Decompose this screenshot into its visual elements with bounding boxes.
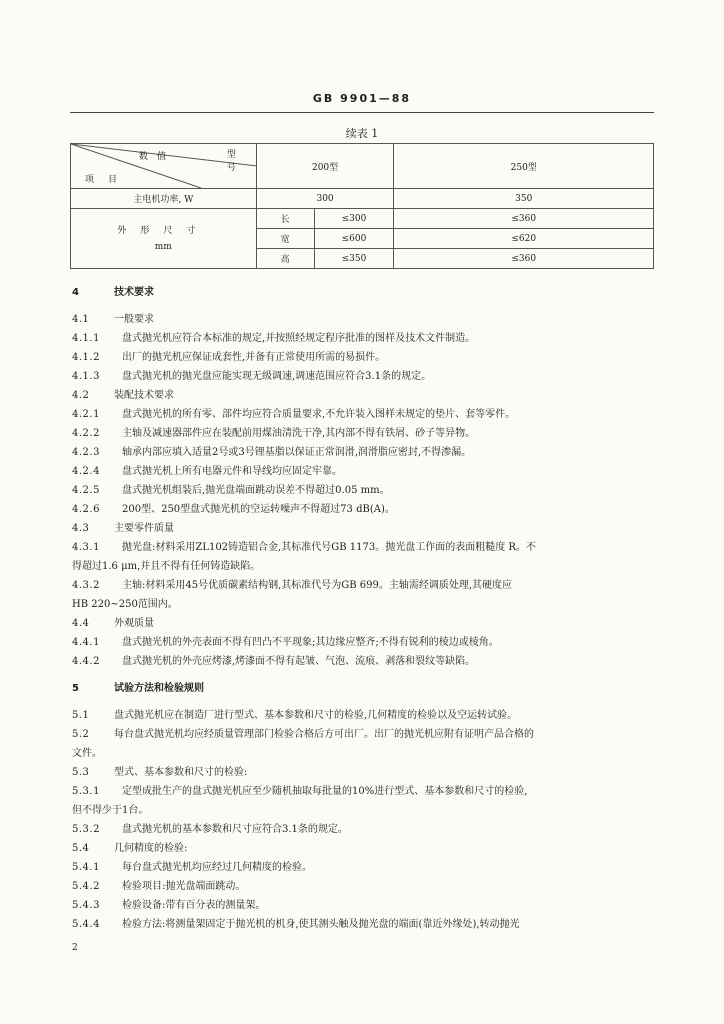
clause-number: 4.1.2 bbox=[72, 352, 100, 363]
table-title: 续表 1 bbox=[345, 127, 379, 140]
clause-number: 5.4.2 bbox=[72, 881, 100, 892]
motor-power-label: 主电机功率, W bbox=[71, 189, 257, 209]
clause-5-3 bbox=[72, 763, 656, 782]
clause-number: 4.2.5 bbox=[72, 485, 100, 496]
clause-number: 4.2.6 bbox=[72, 504, 100, 515]
clause-text: 盘式抛光机的所有零、部件均应符合质量要求,不允许装入图样未规定的垫片、套等零件。 bbox=[122, 409, 516, 420]
dim-length-200: ≤300 bbox=[314, 209, 394, 229]
clause-text: 盘式抛光机应在制造厂进行型式、基本参数和尺寸的检验,几何精度的检验以及空运转试验。 bbox=[114, 710, 518, 721]
clause-text: 盘式抛光机的外壳应烤漆,烤漆面不得有起皱、气泡、流痕、剥落和裂纹等缺陷。 bbox=[122, 656, 476, 667]
diagonal-header-cell bbox=[71, 144, 257, 189]
spec-table bbox=[70, 143, 654, 269]
section-number: 5 bbox=[72, 683, 80, 694]
clause-text: 外观质量 bbox=[114, 618, 154, 629]
standard-code-header: GB 9901—88 bbox=[312, 92, 412, 105]
clause-number: 4.4 bbox=[72, 618, 90, 629]
clause-text: 盘式抛光机的抛光盘应能实现无级调速,调速范围应符合3.1条的规定。 bbox=[122, 371, 432, 382]
clause-text: 盘式抛光机组装后,抛光盘端面跳动误差不得超过0.05 mm。 bbox=[122, 485, 390, 496]
clause-number: 5.3.1 bbox=[72, 786, 100, 797]
clause-number: 4.2.1 bbox=[72, 409, 100, 420]
clause-text: 主要零件质量 bbox=[114, 523, 174, 534]
dim-width-250: ≤620 bbox=[394, 229, 654, 249]
clause-number: 5.1 bbox=[72, 710, 90, 721]
clause-number: 4.1.1 bbox=[72, 333, 100, 344]
clause-4-1-2 bbox=[72, 348, 656, 367]
clause-4-3-1 bbox=[72, 538, 656, 557]
clause-number: 4.3.1 bbox=[72, 542, 100, 553]
clause-number: 4.2.3 bbox=[72, 447, 100, 458]
clause-number: 5.4.1 bbox=[72, 862, 100, 873]
dimensions-unit: mm bbox=[154, 241, 172, 252]
clause-4-2-1 bbox=[72, 405, 656, 424]
dim-height-name: 高 bbox=[256, 249, 314, 269]
clause-5-1 bbox=[72, 706, 656, 725]
motor-power-row bbox=[71, 189, 654, 209]
body-text bbox=[72, 283, 656, 934]
clause-text: 装配技术要求 bbox=[114, 390, 174, 401]
clause-text: 盘式抛光机上所有电器元件和导线均应固定牢靠。 bbox=[122, 466, 342, 477]
clause-4-3-2-cont bbox=[72, 595, 656, 614]
clause-5-3-1 bbox=[72, 782, 656, 801]
clause-4-2-6 bbox=[72, 500, 656, 519]
clause-number: 4.4.1 bbox=[72, 637, 100, 648]
clause-text: 出厂的抛光机应保证成套性,并备有正常使用所需的易损件。 bbox=[122, 352, 386, 363]
clause-4-3-1-cont bbox=[72, 557, 656, 576]
dim-width-200: ≤600 bbox=[314, 229, 394, 249]
section-number: 4 bbox=[72, 287, 80, 298]
clause-4-4-1 bbox=[72, 633, 656, 652]
clause-text: 检验方法:将测量架固定于抛光机的机身,使其测头触及抛光盘的端面(靠近外缘处),转动抛光 bbox=[122, 919, 520, 930]
clause-number: 5.3.2 bbox=[72, 824, 100, 835]
clause-number: 5.4.4 bbox=[72, 919, 100, 930]
clause-text: 几何精度的检验: bbox=[114, 843, 188, 854]
clause-text: 每台盘式抛光机均应经过几何精度的检验。 bbox=[122, 862, 312, 873]
clause-4-1 bbox=[72, 310, 656, 329]
clause-5-4-1 bbox=[72, 858, 656, 877]
clause-5-3-1-cont bbox=[72, 801, 656, 820]
dimension-row-length bbox=[71, 209, 654, 229]
model-200-header: 200型 bbox=[256, 144, 394, 189]
clause-number: 4.3 bbox=[72, 523, 90, 534]
clause-text: 一般要求 bbox=[114, 314, 154, 325]
section-title: 试验方法和检验规则 bbox=[114, 683, 204, 694]
clause-4-3-2 bbox=[72, 576, 656, 595]
clause-4-2-5 bbox=[72, 481, 656, 500]
clause-4-4-2 bbox=[72, 652, 656, 671]
clause-text-continued: 文件。 bbox=[72, 748, 102, 759]
clause-number: 4.2.4 bbox=[72, 466, 100, 477]
clause-number: 4.2.2 bbox=[72, 428, 100, 439]
clause-text: 检验项目:抛光盘端面跳动。 bbox=[122, 881, 246, 892]
clause-number: 5.2 bbox=[72, 729, 90, 740]
header-rule bbox=[70, 112, 654, 113]
page-number: 2 bbox=[72, 943, 78, 953]
clause-5-4 bbox=[72, 839, 656, 858]
clause-text: 抛光盘:材料采用ZL102铸造铝合金,其标准代号GB 1173。抛光盘工作面的表面粗糙度 R。不 bbox=[122, 542, 536, 553]
clause-5-2 bbox=[72, 725, 656, 744]
clause-4-2 bbox=[72, 386, 656, 405]
clause-text-continued: 得超过1.6 μm,并且不得有任何铸造缺陷。 bbox=[72, 561, 261, 572]
motor-power-200: 300 bbox=[256, 189, 394, 209]
dim-length-250: ≤360 bbox=[394, 209, 654, 229]
dim-height-250: ≤360 bbox=[394, 249, 654, 269]
model-250-header: 250型 bbox=[394, 144, 654, 189]
clause-4-4 bbox=[72, 614, 656, 633]
clause-text: 每台盘式抛光机均应经质量管理部门检验合格后方可出厂。出厂的抛光机应附有证明产品合格的 bbox=[114, 729, 534, 740]
clause-text: 定型成批生产的盘式抛光机应至少随机抽取每批量的10%进行型式、基本参数和尺寸的检验, bbox=[122, 786, 528, 797]
dim-length-name: 长 bbox=[256, 209, 314, 229]
clause-text: 轴承内部应填入适量2号或3号锂基脂以保证正常润滑,润滑脂应密封,不得渗漏。 bbox=[122, 447, 472, 458]
header-item-label: 项目 bbox=[85, 175, 132, 185]
clause-4-2-3 bbox=[72, 443, 656, 462]
clause-5-3-2 bbox=[72, 820, 656, 839]
clause-text: 主轴:材料采用45号优质碳素结构钢,其标准代号为GB 699。主轴需经调质处理,其硬度应 bbox=[122, 580, 513, 591]
clause-4-1-3 bbox=[72, 367, 656, 386]
clause-4-2-4 bbox=[72, 462, 656, 481]
clause-text: 主轴及减速器部件应在装配前用煤油清洗干净,其内部不得有铁屑、砂子等异物。 bbox=[122, 428, 476, 439]
clause-5-4-2 bbox=[72, 877, 656, 896]
section-5-heading bbox=[72, 679, 656, 698]
clause-5-2-cont bbox=[72, 744, 656, 763]
section-title: 技术要求 bbox=[114, 287, 154, 298]
dimensions-label-cell bbox=[71, 209, 257, 269]
clause-number: 5.3 bbox=[72, 767, 90, 778]
header-model-label: 型号 bbox=[226, 150, 248, 173]
clause-text: 盘式抛光机应符合本标准的规定,并按照经规定程序批准的图样及技术文件制造。 bbox=[122, 333, 476, 344]
clause-number: 5.4.3 bbox=[72, 900, 100, 911]
clause-text-continued: 但不得少于1台。 bbox=[72, 805, 149, 816]
clause-text: 型式、基本参数和尺寸的检验: bbox=[114, 767, 248, 778]
clause-number: 4.4.2 bbox=[72, 656, 100, 667]
clause-text: 200型、250型盘式抛光机的空运转噪声不得超过73 dB(A)。 bbox=[122, 504, 395, 515]
header-value-label: 数值 bbox=[139, 152, 176, 162]
clause-4-3 bbox=[72, 519, 656, 538]
section-4-heading bbox=[72, 283, 656, 302]
table-header-row bbox=[71, 144, 654, 189]
clause-text-continued: HB 220~250范围内。 bbox=[72, 599, 178, 610]
clause-5-4-4 bbox=[72, 915, 656, 934]
clause-number: 4.1 bbox=[72, 314, 90, 325]
clause-number: 4.2 bbox=[72, 390, 90, 401]
dim-width-name: 宽 bbox=[256, 229, 314, 249]
clause-4-1-1 bbox=[72, 329, 656, 348]
clause-text: 检验设备:带有百分表的测量架。 bbox=[122, 900, 266, 911]
clause-number: 4.3.2 bbox=[72, 580, 100, 591]
clause-text: 盘式抛光机的基本参数和尺寸应符合3.1条的规定。 bbox=[122, 824, 348, 835]
clause-number: 5.4 bbox=[72, 843, 90, 854]
clause-text: 盘式抛光机的外壳表面不得有凹凸不平现象;其边缘应整齐;不得有锐利的棱边或棱角。 bbox=[122, 637, 499, 648]
dim-height-200: ≤350 bbox=[314, 249, 394, 269]
clause-number: 4.1.3 bbox=[72, 371, 100, 382]
dimensions-label: 外形尺寸 bbox=[117, 225, 210, 236]
motor-power-250: 350 bbox=[394, 189, 654, 209]
clause-4-2-2 bbox=[72, 424, 656, 443]
clause-5-4-3 bbox=[72, 896, 656, 915]
